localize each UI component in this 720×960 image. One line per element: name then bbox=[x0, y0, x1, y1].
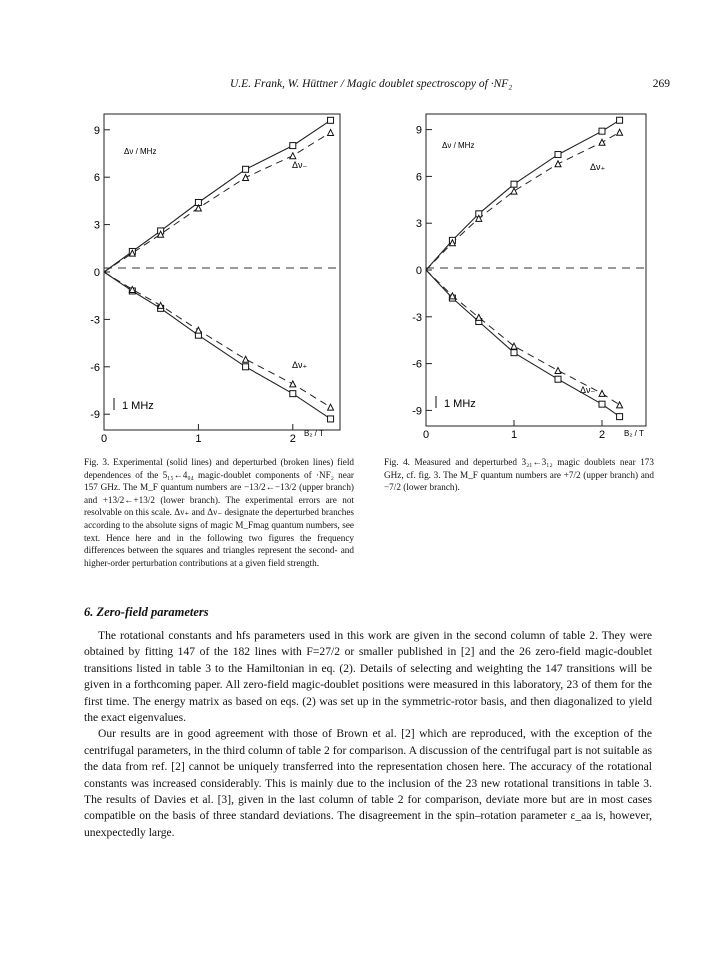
data-point-square bbox=[599, 401, 605, 407]
section-heading: 6. Zero-field parameters bbox=[84, 605, 209, 619]
y-tick-label: 3 bbox=[415, 218, 422, 231]
series-line-deperturbed bbox=[104, 272, 331, 407]
data-point-triangle bbox=[328, 129, 334, 135]
data-point-triangle bbox=[599, 139, 605, 145]
series-label-minus: Δν₋ bbox=[292, 160, 308, 170]
data-point-square bbox=[617, 117, 623, 123]
y-axis-label: Δν / MHz bbox=[442, 141, 475, 150]
x-tick-label: 1 bbox=[195, 433, 202, 445]
plot-frame bbox=[426, 114, 646, 426]
y-tick-label: 6 bbox=[93, 172, 100, 185]
figure-4 bbox=[384, 106, 652, 450]
figure-3-plot bbox=[84, 106, 346, 450]
y-tick-label: 0 bbox=[93, 267, 100, 279]
running-title: U.E. Frank, W. Hüttner / Magic doublet spectroscopy of ·NF₂ bbox=[230, 78, 513, 90]
data-point-square bbox=[328, 416, 334, 422]
data-point-square bbox=[511, 350, 517, 356]
y-tick-label: -9 bbox=[412, 405, 422, 418]
y-tick-label: -6 bbox=[412, 358, 422, 371]
data-point-triangle bbox=[243, 175, 249, 181]
scale-label: 1 MHz bbox=[122, 400, 154, 412]
x-axis-label: B₂ / T bbox=[304, 429, 324, 438]
data-point-triangle bbox=[195, 327, 201, 333]
data-point-square bbox=[555, 376, 561, 382]
y-tick-label: -6 bbox=[90, 361, 100, 374]
paragraph: Our results are in good agreement with those of Brown et al. [2] which are reproduced, with the exception of the centrifugal parameters, in the third column of table 2 for comparison. A discussion of the centrifugal part is not suitable as the data from ref. [2] cannot be uniquely transferred into the representation chosen here. The accuracy of the rotational constants was increased considerably. This is mainly due to the inclusion of the 23 new rotational transitions in table 3. The results of Davies et al. [3], given in the last column of table 2 for comparison, deviate more but are in most cases compatible on the basis of three standard deviations. The disagreement in the spin–rotation parameter ε_aa is, however, unexpectedly large. bbox=[84, 727, 652, 839]
running-header bbox=[230, 78, 670, 90]
series-line bbox=[104, 272, 331, 419]
series-label-plus: Δν₊ bbox=[292, 360, 308, 370]
data-point-square bbox=[290, 391, 296, 397]
data-point-triangle bbox=[476, 314, 482, 320]
x-axis-label: B₂ / T bbox=[624, 429, 644, 438]
series-label-minus: Δν₋ bbox=[580, 385, 596, 395]
data-point-triangle bbox=[290, 381, 296, 387]
y-tick-label: -3 bbox=[412, 311, 422, 324]
data-point-triangle bbox=[599, 390, 605, 396]
data-point-square bbox=[617, 414, 623, 420]
y-axis-label: Δν / MHz bbox=[124, 147, 157, 156]
y-tick-label: 9 bbox=[93, 124, 100, 137]
series-line-deperturbed bbox=[426, 132, 620, 270]
data-point-square bbox=[328, 117, 334, 123]
y-tick-label: -9 bbox=[90, 409, 100, 422]
x-tick-label: 2 bbox=[598, 429, 606, 441]
x-tick-label: 2 bbox=[289, 433, 296, 445]
scale-label: 1 MHz bbox=[444, 398, 476, 410]
y-tick-label: 9 bbox=[415, 124, 422, 137]
data-point-square bbox=[290, 143, 296, 149]
y-tick-label: 6 bbox=[415, 171, 422, 184]
data-point-square bbox=[555, 152, 561, 158]
data-point-triangle bbox=[243, 356, 249, 362]
x-tick-label: 0 bbox=[100, 433, 108, 445]
data-point-triangle bbox=[290, 153, 296, 159]
data-point-triangle bbox=[617, 402, 623, 408]
data-point-triangle bbox=[511, 188, 517, 194]
page-number: 269 bbox=[652, 78, 670, 90]
data-point-triangle bbox=[617, 129, 623, 135]
figure-3 bbox=[84, 106, 346, 450]
data-point-square bbox=[511, 181, 517, 187]
data-point-square bbox=[243, 364, 249, 370]
figure-4-plot bbox=[384, 106, 652, 450]
series-label-plus: Δν₊ bbox=[590, 162, 606, 172]
data-point-square bbox=[599, 128, 605, 134]
figure-4-caption: Fig. 4. Measured and deperturbed 3₂₁←3₁₂ magic doublets near 173 GHz, cf. fig. 3. The M_F quantum numbers are +7/2 (upper branch) and −7/2 (lower branch). bbox=[384, 457, 654, 493]
y-tick-label: 0 bbox=[415, 265, 422, 277]
paragraph: The rotational constants and hfs parameters used in this work are given in the second column of table 2. They were obtained by fitting 147 of the 182 lines with F=27/2 or smaller published in [2] and the 26 zero-field magic-doublet transitions listed in table 3 to the Hamiltonian in eq. (2). Details of selecting and weighting the 147 transitions will be given in a forthcoming paper. All zero-field magic-doublet positions were measured in this laboratory, 23 of them for the first time. The energy matrix as based on eqs. (2) was set up in the symmetric-rotor basis, and then diagonalized to yield the exact eigenvalues. bbox=[84, 629, 652, 725]
y-tick-label: 3 bbox=[93, 219, 100, 232]
data-point-triangle bbox=[328, 404, 334, 410]
x-tick-label: 0 bbox=[422, 429, 430, 441]
body-text bbox=[84, 628, 652, 841]
y-tick-label: -3 bbox=[90, 314, 100, 327]
figure-3-caption: Fig. 3. Experimental (solid lines) and deperturbed (broken lines) field dependences of the 5₁₅←4₀₄ magic-doublet components of ·NF₂ near 157 GHz. The M_F quantum numbers are −13/2←−13/2 (upper branch) and +13/2←+13/2 (lower branch). The experimental errors are not resolvable on this scale. Δν₊ and Δν₋ designate the deperturbed branches according to the absolute signs of magic M_Fmag quantum numbers, see text. Hence here and in the following two figures the frequency differences between the squares and triangles represent the second- and higher-order perturbation contributions at a given field strength. bbox=[84, 457, 354, 568]
data-point-square bbox=[243, 166, 249, 172]
data-point-triangle bbox=[555, 367, 561, 373]
data-point-triangle bbox=[555, 161, 561, 167]
x-tick-label: 1 bbox=[510, 429, 518, 441]
